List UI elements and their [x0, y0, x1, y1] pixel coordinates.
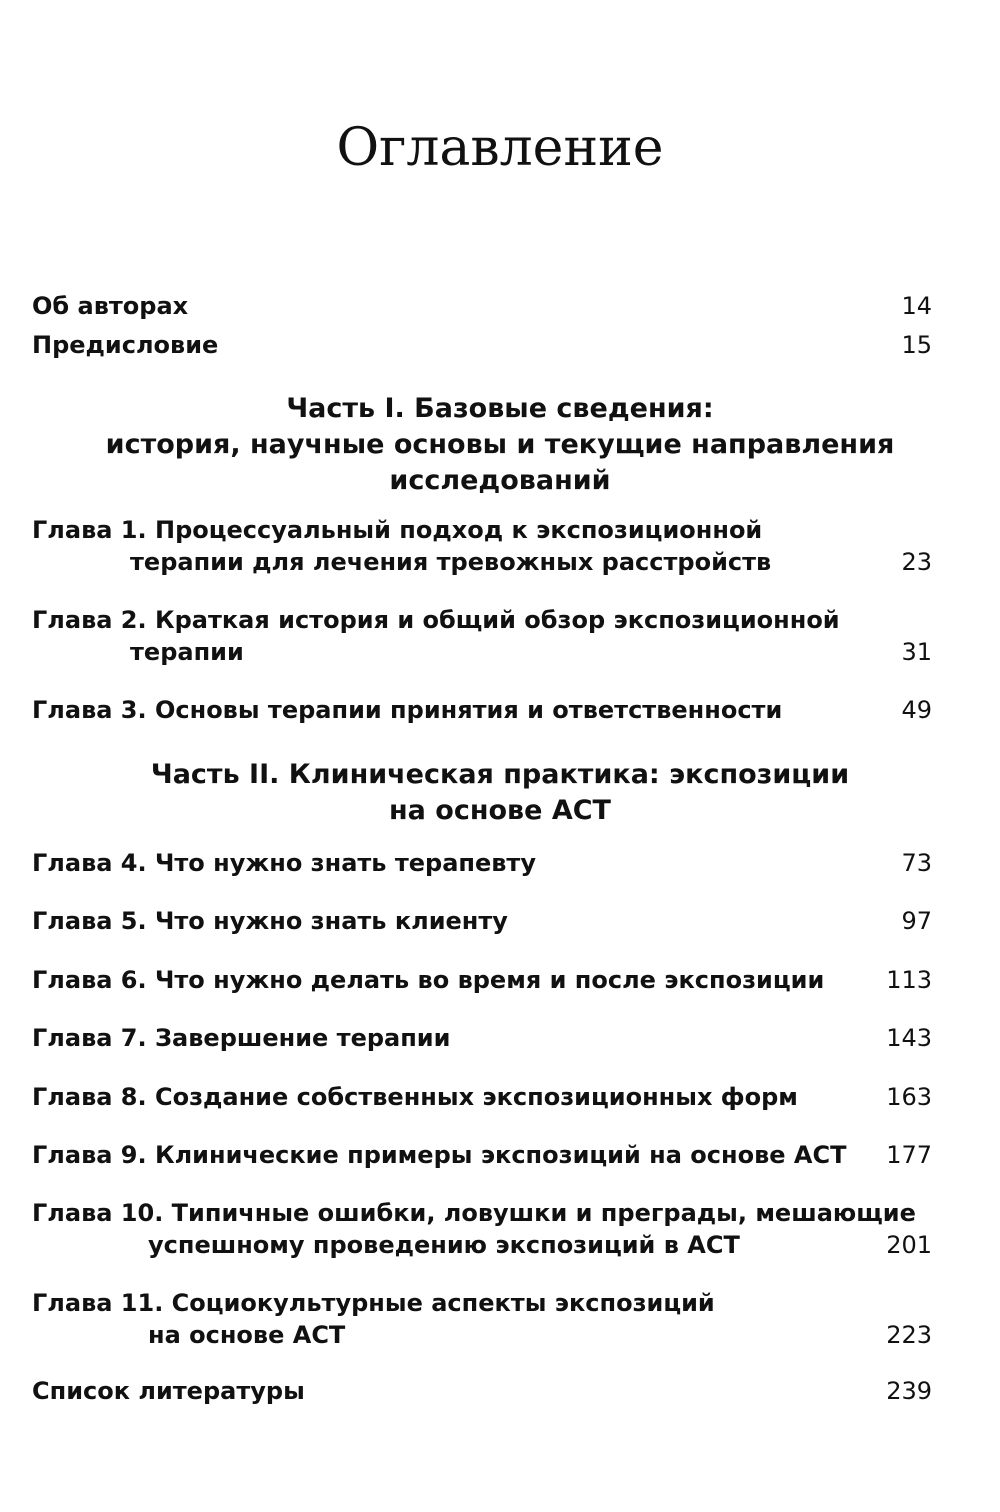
toc-entry-chapter-5[interactable]: [32, 905, 932, 937]
toc-entry-chapter-6[interactable]: [32, 964, 932, 996]
toc-entry-title: Глава 6. Что нужно делать во время и после экспозиции: [32, 966, 825, 994]
toc-entry-title: Глава 11. Социокультурные аспекты экспозиций: [32, 1289, 715, 1317]
toc-entry-title: Список литературы: [32, 1377, 305, 1405]
toc-entry-page: 201: [886, 1231, 932, 1259]
toc-entry-page: 143: [886, 1024, 932, 1052]
toc-entry-page: 239: [886, 1377, 932, 1405]
toc-entry-title: Глава 2. Краткая история и общий обзор экспозиционной: [32, 606, 840, 634]
toc-entry-page: 15: [901, 331, 932, 359]
toc-entry-chapter-3[interactable]: [32, 694, 932, 726]
toc-entry-page: 73: [901, 849, 932, 877]
toc-entry-chapter-10[interactable]: [32, 1197, 932, 1261]
toc-entry-preface[interactable]: [32, 329, 932, 361]
part-1-heading: [0, 391, 1000, 499]
toc-entry-chapter-11[interactable]: [32, 1287, 932, 1351]
part-2-heading-line: на основе ACT: [389, 795, 611, 826]
toc-entry-page: 223: [886, 1321, 932, 1349]
toc-entry-chapter-2[interactable]: [32, 604, 932, 668]
toc-entry-title-continuation: терапии для лечения тревожных расстройств: [130, 548, 772, 576]
toc-entry-title-continuation: успешному проведению экспозиций в ACT: [148, 1231, 740, 1259]
toc-entry-bibliography[interactable]: [32, 1375, 932, 1407]
part-1-heading-line: Часть I. Базовые сведения:: [286, 393, 714, 424]
toc-entry-page: 23: [901, 548, 932, 576]
toc-entry-title: Глава 1. Процессуальный подход к экспозиционной: [32, 516, 763, 544]
toc-entry-page: 14: [901, 292, 932, 320]
toc-entry-title-continuation: на основе ACT: [148, 1321, 346, 1349]
toc-entry-page: 163: [886, 1083, 932, 1111]
toc-entry-page: 177: [886, 1141, 932, 1169]
toc-entry-title: Глава 5. Что нужно знать клиенту: [32, 907, 508, 935]
toc-entry-chapter-1[interactable]: [32, 514, 932, 578]
toc-entry-chapter-8[interactable]: [32, 1081, 932, 1113]
toc-entry-title: Глава 4. Что нужно знать терапевту: [32, 849, 536, 877]
toc-entry-title: Глава 9. Клинические примеры экспозиций на основе ACT: [32, 1141, 847, 1169]
part-1-heading-line: история, научные основы и текущие направления: [105, 429, 895, 460]
part-2-heading: [0, 757, 1000, 829]
toc-entry-about-authors[interactable]: [32, 290, 932, 322]
part-2-heading-line: Часть II. Клиническая практика: экспозиции: [150, 759, 850, 790]
toc-entry-title: Об авторах: [32, 292, 189, 320]
page-title: Оглавление: [336, 118, 664, 178]
toc-entry-title: Глава 3. Основы терапии принятия и ответственности: [32, 696, 783, 724]
toc-entry-title: Глава 8. Создание собственных экспозиционных форм: [32, 1083, 798, 1111]
toc-entry-chapter-9[interactable]: [32, 1139, 932, 1171]
toc-entry-page: 49: [901, 696, 932, 724]
toc-entry-chapter-7[interactable]: [32, 1022, 932, 1054]
part-1-heading-line: исследований: [389, 465, 611, 496]
toc-entry-chapter-4[interactable]: [32, 847, 932, 879]
toc-entry-title: Предисловие: [32, 331, 219, 359]
toc-entry-title: Глава 7. Завершение терапии: [32, 1024, 451, 1052]
toc-entry-page: 97: [901, 907, 932, 935]
toc-entry-title-continuation: терапии: [130, 638, 244, 666]
toc-entry-title: Глава 10. Типичные ошибки, ловушки и преграды, мешающие: [32, 1199, 916, 1227]
toc-entry-page: 31: [901, 638, 932, 666]
toc-entry-page: 113: [886, 966, 932, 994]
